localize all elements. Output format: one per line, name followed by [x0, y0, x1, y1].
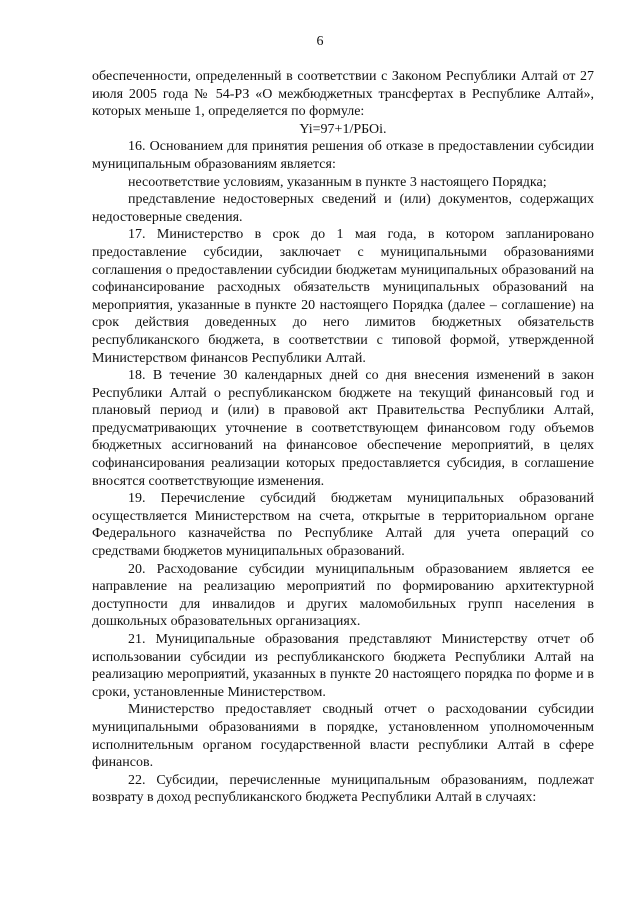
paragraph-20: 20. Расходование субсидии муниципальным образованием является ее направление на реализацию мероприятий по формированию архитектурной доступности для инвалидов и других маломобильных групп населения в дошкольных образовательных организациях.	[92, 561, 594, 630]
document-body	[92, 68, 594, 807]
paragraph-18: 18. В течение 30 календарных дней со дня внесения изменений в закон Республики Алтай о республиканском бюджете на текущий финансовый год и плановый период и (или) в правовой акт Правительства Республики Алтай, предусматривающих уточнение в соответствующем финансовом году объемов бюджетных ассигнований на финансовое обеспечение мероприятий, в целях софинансирования реализации которых предоставляется субсидия, в соглашение вносятся соответствующие изменения.	[92, 368, 594, 489]
paragraph-16-item-2: представление недостоверных сведений и (или) документов, содержащих недостоверные сведения.	[92, 192, 594, 225]
paragraph-19: 19. Перечисление субсидий бюджетам муниципальных образований осуществляется Министерством на счета, открытые в территориальном органе Федерального казначейства по Республике Алтай для учета операций со средствами бюджетов муниципальных образований.	[92, 491, 594, 560]
page-number: 6	[316, 34, 324, 49]
paragraph-22: 22. Субсидии, перечисленные муниципальным образованиям, подлежат возврату в доход республиканского бюджета Республики Алтай в случаях:	[92, 772, 594, 806]
paragraph-16-item-1: несоответствие условиям, указанным в пункте 3 настоящего Порядка;	[128, 174, 547, 190]
paragraph-16: 16. Основанием для принятия решения об отказе в предоставлении субсидии муниципальным образованиям является:	[92, 139, 594, 172]
formula: Yi=97+1/РБОi.	[299, 121, 387, 137]
paragraph-formula-intro: обеспеченности, определенный в соответствии с Законом Республики Алтай от 27 июля 2005 года № 54-РЗ «О межбюджетных трансфертах в Республике Алтай», которых меньше 1, определяется по формуле:	[92, 69, 594, 120]
paragraph-21-report: Министерство предоставляет сводный отчет о расходовании субсидии муниципальными образованиями в порядке, установленном уполномоченным исполнительным органом государственной власти республики Алтай в сфере финансов.	[92, 702, 594, 771]
paragraph-21: 21. Муниципальные образования представляют Министерству отчет об использовании субсидии из республиканского бюджета Республики Алтай на реализацию мероприятий, указанных в пункте 20 настоящего порядка по форме и в сроки, установленные Министерством.	[92, 632, 594, 700]
paragraph-17: 17. Министерство в срок до 1 мая года, в котором запланировано предоставление субсидии, заключает с муниципальными образованиями соглашения о предоставлении субсидии бюджетам муниципальных образований на софинансирование расходных обязательств муниципальных образований на мероприятия, указанные в пункте 20 настоящего Порядка (далее – соглашение) на срок действия доведенных до него лимитов бюджетных обязательств республиканского бюджета, в соответствии с типовой формой, утвержденной Министерством финансов Республики Алтай.	[92, 227, 594, 366]
